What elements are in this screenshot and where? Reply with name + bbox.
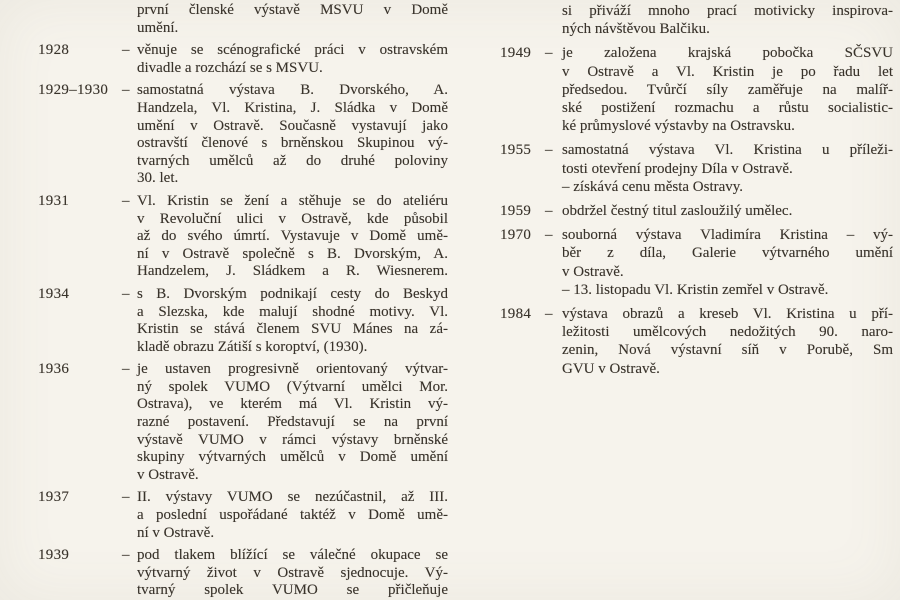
text-line: ný spolek VUMO (Výtvarní umělci Mor. bbox=[137, 378, 448, 395]
text-line: s B. Dvorským podnikají cesty do Beskyd bbox=[137, 285, 448, 302]
chronology-entry bbox=[500, 305, 893, 378]
entry-dash-marker: – bbox=[545, 306, 553, 323]
chronology-entry bbox=[38, 547, 448, 600]
left-column bbox=[38, 2, 448, 600]
text-line: divadle a rozchází se s MSVU. bbox=[137, 59, 323, 76]
entry-year: 1931 bbox=[38, 192, 70, 209]
text-line: ostravští členové s brněnskou Skupinou vý- bbox=[137, 135, 448, 152]
text-line: výstava obrazů a kreseb Vl. Kristina u pří- bbox=[562, 306, 893, 323]
entry-dash-marker bbox=[122, 2, 137, 37]
entry-dash-marker: – bbox=[122, 361, 130, 378]
chronology-entry bbox=[38, 193, 448, 281]
entry-text bbox=[137, 489, 448, 542]
entry-dash-marker bbox=[545, 2, 562, 38]
entry-dash-marker: – bbox=[545, 142, 553, 159]
text-line: GVU v Ostravě. bbox=[562, 360, 660, 377]
text-line: 30. let. bbox=[137, 170, 179, 187]
entry-year: 1959 bbox=[500, 203, 532, 220]
text-line: Vl. Kristin se žení a stěhuje se do ateliéru bbox=[137, 192, 448, 209]
text-line: tvarných umělců až do druhé poloviny bbox=[137, 152, 448, 169]
text-line: věnuje se scénografické práci v ostravském bbox=[137, 42, 448, 59]
text-line: v Revoluční ulici v Ostravě, kde působil bbox=[137, 210, 448, 227]
text-line: skupiny výtvarných umělců v Domě umění bbox=[137, 449, 448, 466]
text-line: první členské výstavě MSVU v Domě bbox=[137, 2, 448, 18]
text-line: Ostrava), ve kterém má Vl. Kristin vý- bbox=[137, 396, 448, 413]
entry-text bbox=[562, 44, 893, 135]
entry-dash-marker: – bbox=[122, 82, 130, 99]
entry-text bbox=[562, 202, 893, 220]
entry-year: 1939 bbox=[38, 547, 70, 564]
entry-dash-marker: – bbox=[122, 489, 130, 506]
entry-text bbox=[137, 2, 448, 37]
text-line: zenin, Nová výstavní síň v Porubě, Sm bbox=[562, 342, 893, 359]
text-line: samostatná výstava B. Dvorského, A. bbox=[137, 82, 448, 99]
text-line: umění. bbox=[137, 19, 179, 36]
entry-dash-marker: – bbox=[545, 45, 553, 62]
entry-year: 1937 bbox=[38, 489, 70, 506]
chronology-entry bbox=[500, 226, 893, 299]
text-line: výstavě VUMO v rámci výstavy brněnské bbox=[137, 431, 448, 448]
text-line: v Ostravě. bbox=[137, 466, 199, 483]
entry-year bbox=[500, 2, 545, 38]
text-line: běr z díla, Galerie výtvarného umění bbox=[562, 245, 893, 262]
text-line: Kristin se stává členem SVU Mánes na zá- bbox=[137, 321, 448, 338]
text-line: II. výstavy VUMO se nezúčastnil, až III. bbox=[137, 489, 448, 506]
entry-text bbox=[137, 286, 448, 356]
entry-dash-marker: – bbox=[122, 547, 130, 564]
entry-year: 1970 bbox=[500, 227, 532, 244]
entry-text bbox=[137, 361, 448, 484]
right-column bbox=[500, 2, 893, 378]
text-line: ní v Ostravě. bbox=[137, 524, 215, 541]
chronology-entry bbox=[500, 44, 893, 135]
entry-text bbox=[562, 305, 893, 378]
entry-text bbox=[137, 42, 448, 77]
text-line: je založena krajská pobočka SČSVU bbox=[562, 45, 893, 62]
text-line: ské postižení rozmachu a růstu socialistic- bbox=[562, 100, 893, 117]
chronology-entry bbox=[500, 141, 893, 196]
text-line: výtvarný život v Ostravě sjednocuje. Vý- bbox=[137, 564, 448, 581]
text-line: si přiváží mnoho prací motivicky inspirova- bbox=[562, 3, 893, 19]
chronology-entry bbox=[38, 286, 448, 356]
text-line: samostatná výstava Vl. Kristina u příleži- bbox=[562, 142, 893, 159]
text-line: v Ostravě. bbox=[562, 263, 624, 280]
entry-year: 1984 bbox=[500, 306, 532, 323]
entry-dash-marker: – bbox=[122, 285, 130, 302]
entry-year bbox=[38, 2, 122, 37]
chronology-entry bbox=[38, 361, 448, 484]
entry-year: 1936 bbox=[38, 361, 70, 378]
text-line: souborná výstava Vladimíra Kristina – vý- bbox=[562, 227, 893, 244]
text-line: tvarný spolek VUMO se přičleňuje bbox=[137, 582, 448, 599]
text-line: umění v Ostravě. Současně vystavují jako bbox=[137, 117, 448, 134]
text-line: předsedou. Tvůrčí síly zaměřuje na malíř- bbox=[562, 81, 893, 98]
text-line: tosti otevření prodejny Díla v Ostravě. bbox=[562, 160, 793, 177]
chronology-entry bbox=[38, 82, 448, 188]
entry-year: 1949 bbox=[500, 45, 532, 62]
text-line: ké průmyslové výstavby na Ostravsku. bbox=[562, 118, 795, 135]
entry-text bbox=[562, 226, 893, 299]
entry-dash-marker: – bbox=[122, 192, 130, 209]
entry-year: 1929–1930 bbox=[38, 82, 109, 99]
entry-dash-marker: – bbox=[122, 42, 130, 59]
entry-text bbox=[137, 547, 448, 600]
text-line: je ustaven progresivně orientovaný výtvar- bbox=[137, 361, 448, 378]
text-line: až do svého úmrtí. Vystavuje v Domě umě- bbox=[137, 228, 448, 245]
text-line: razné postavení. Představují se na první bbox=[137, 414, 448, 431]
entry-dash-marker: – bbox=[545, 227, 553, 244]
entry-text bbox=[137, 82, 448, 188]
text-line: ní v Ostravě společně s B. Dvorským, A. bbox=[137, 245, 448, 262]
text-line: Handzelem, J. Sládkem a R. Wiesnerem. bbox=[137, 263, 448, 280]
entry-text bbox=[137, 193, 448, 281]
chronology-entry bbox=[38, 2, 448, 37]
chronology-entry bbox=[38, 42, 448, 77]
entry-year: 1934 bbox=[38, 285, 70, 302]
entry-year: 1928 bbox=[38, 42, 70, 59]
text-line: ležitosti umělcových nedožitých 90. naro- bbox=[562, 324, 893, 341]
text-line: – 13. listopadu Vl. Kristin zemřel v Ostravě. bbox=[562, 281, 829, 298]
chronology-entry bbox=[38, 489, 448, 542]
text-line: – získává cenu města Ostravy. bbox=[562, 178, 744, 195]
text-line: pod tlakem blížící se válečné okupace se bbox=[137, 547, 448, 564]
chronology-entry bbox=[500, 2, 893, 38]
chronology-entry bbox=[500, 202, 893, 220]
entry-year: 1955 bbox=[500, 142, 532, 159]
text-line: kladě obrazu Zátiší s koroptví, (1930). bbox=[137, 338, 368, 355]
text-line: Handzela, Vl. Kristina, J. Sládka v Domě bbox=[137, 99, 448, 116]
text-line: obdržel čestný titul zasloužilý umělec. bbox=[562, 203, 793, 220]
entry-text bbox=[562, 141, 893, 196]
entry-dash-marker: – bbox=[545, 203, 553, 220]
entry-text bbox=[562, 2, 893, 38]
text-line: a Slezska, kde malují shodné motivy. Vl. bbox=[137, 303, 448, 320]
text-line: a poslední uspořádané taktéž v Domě umě- bbox=[137, 507, 448, 524]
text-line: ných návštěvou Balčiku. bbox=[562, 21, 710, 38]
text-line: v Ostravě a Vl. Kristin je po řadu let bbox=[562, 63, 893, 80]
